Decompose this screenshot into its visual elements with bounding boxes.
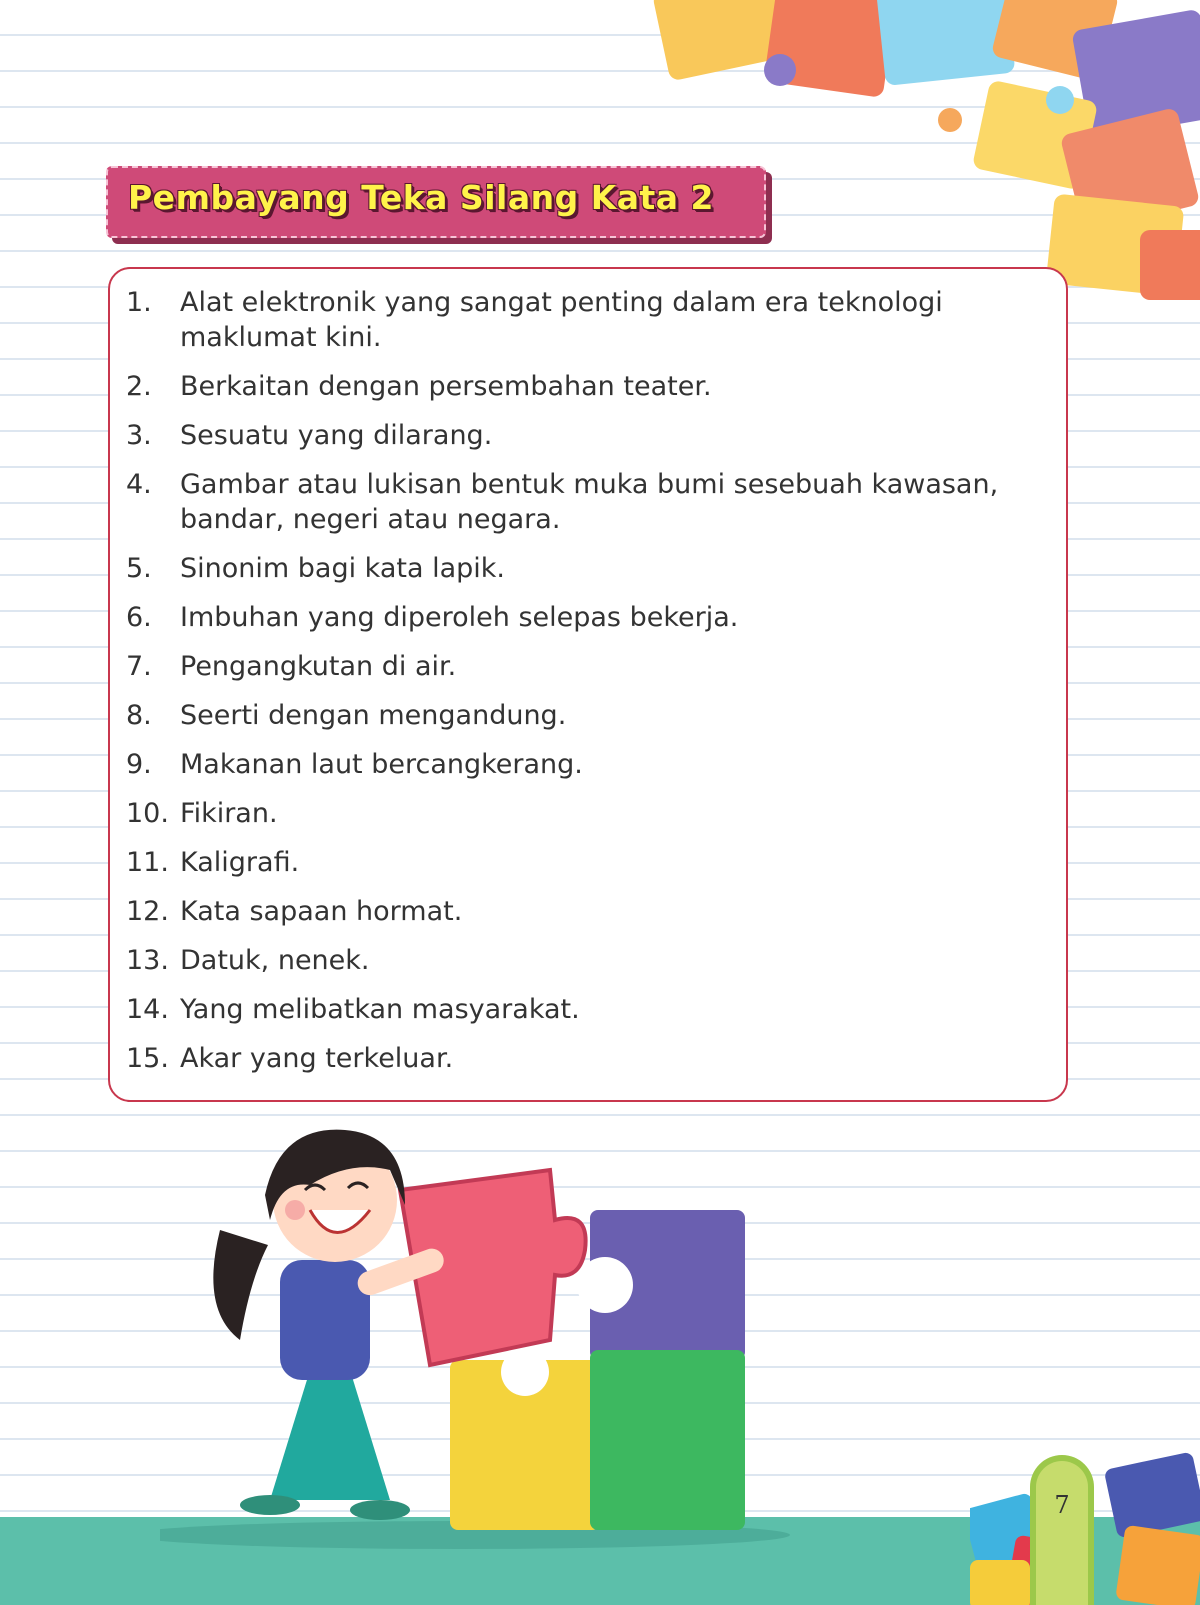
clue-text: Sinonim bagi kata lapik. [180,553,506,584]
clue-item [126,551,1054,586]
clue-number: 10. [126,798,169,829]
clue-item [126,467,1054,537]
clue-text: Kaligrafi. [180,847,300,878]
page-number: 7 [1054,1491,1070,1519]
clue-item [126,418,1054,453]
clue-text: Seerti dengan mengandung. [180,700,567,731]
clue-number: 7. [126,651,152,682]
girl-assembling-puzzle-illustration [160,1110,820,1550]
clue-number: 12. [126,896,169,927]
clue-number: 13. [126,945,169,976]
clue-item [126,845,1054,880]
clue-text: Makanan laut bercangkerang. [180,749,583,780]
clue-text: Yang melibatkan masyarakat. [180,994,580,1025]
clue-item [126,698,1054,733]
clue-number: 9. [126,749,152,780]
clue-text: Imbuhan yang diperoleh selepas bekerja. [180,602,739,633]
clue-list [110,269,1066,1076]
clue-item [126,369,1054,404]
clue-text: Berkaitan dengan persembahan teater. [180,371,712,402]
clue-number: 4. [126,469,152,500]
clue-text: Gambar atau lukisan bentuk muka bumi sesebuah kawasan, bandar, negeri atau negara. [180,469,999,535]
clue-item [126,894,1054,929]
clue-text: Alat elektronik yang sangat penting dalam era teknologi maklumat kini. [180,287,943,353]
clue-item [126,600,1054,635]
clue-number: 2. [126,371,152,402]
clue-text: Datuk, nenek. [180,945,370,976]
page-title: Pembayang Teka Silang Kata 2 [128,178,715,217]
clue-item [126,992,1054,1027]
clue-item [126,747,1054,782]
clue-text: Pengangkutan di air. [180,651,457,682]
clue-number: 14. [126,994,169,1025]
clue-text: Kata sapaan hormat. [180,896,463,927]
clue-item [126,649,1054,684]
clue-number: 15. [126,1043,169,1074]
clue-text: Fikiran. [180,798,278,829]
clue-item [126,285,1054,355]
clue-number: 8. [126,700,152,731]
clue-text: Sesuatu yang dilarang. [180,420,493,451]
clue-number: 1. [126,287,152,318]
page-number-tab [1030,1455,1094,1605]
clue-number: 3. [126,420,152,451]
clue-number: 5. [126,553,152,584]
clue-text: Akar yang terkeluar. [180,1043,454,1074]
clue-box [108,267,1068,1102]
puzzle-pieces-decoration [640,0,1200,300]
clue-number: 11. [126,847,169,878]
clue-item [126,796,1054,831]
title-banner [106,166,766,238]
clue-item [126,943,1054,978]
clue-item [126,1041,1054,1076]
clue-number: 6. [126,602,152,633]
